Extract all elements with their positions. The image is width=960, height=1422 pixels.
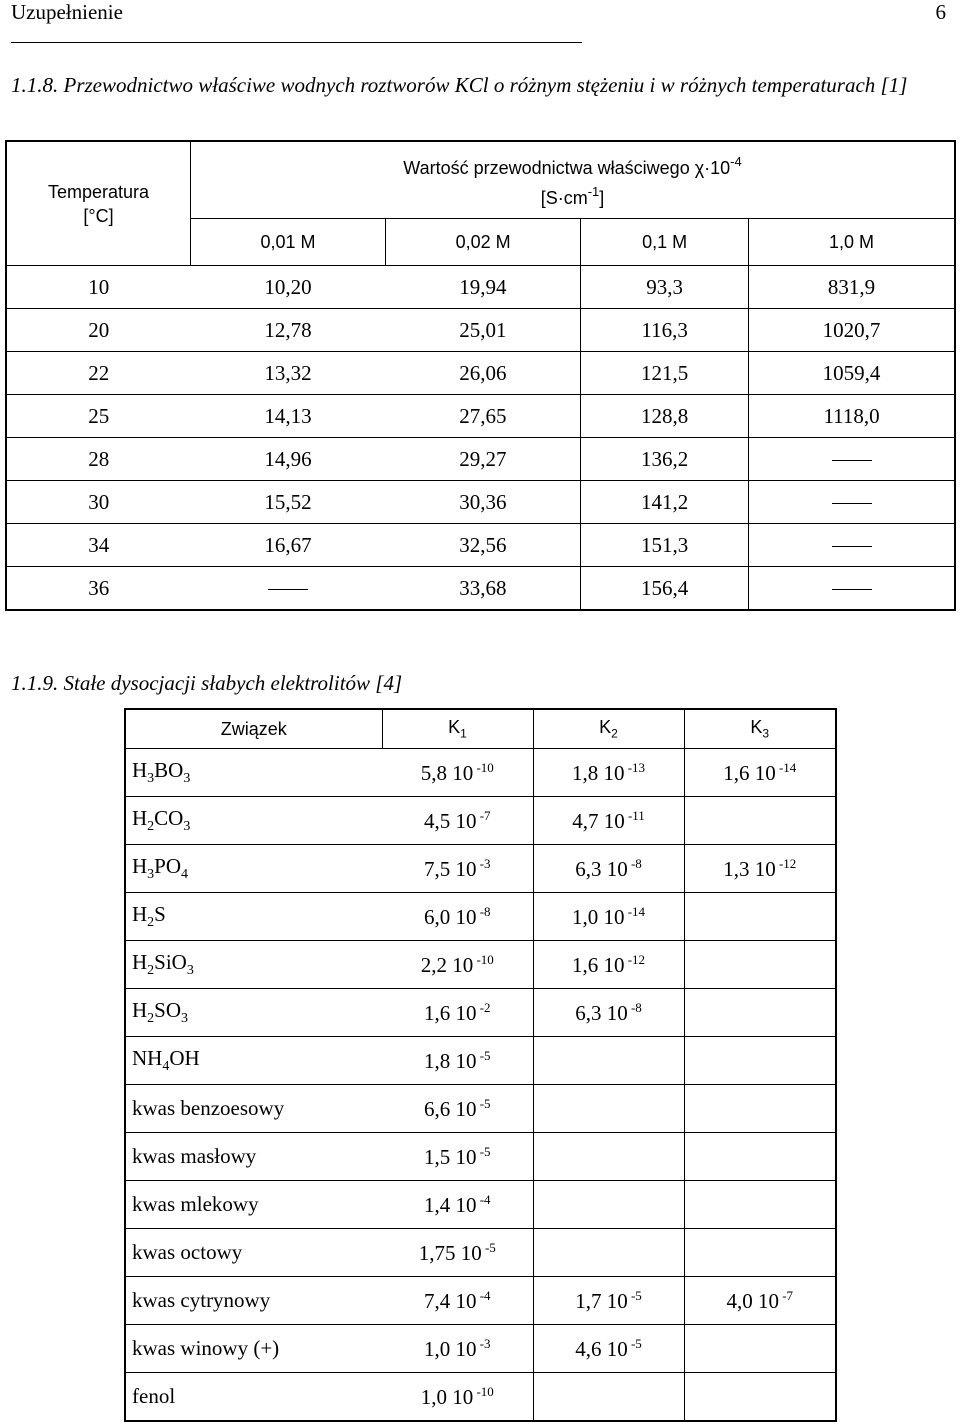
k2-value xyxy=(533,1037,684,1085)
temperature-header-unit: [°C] xyxy=(83,205,114,226)
table-row xyxy=(125,1229,836,1277)
exponent: -13 xyxy=(624,759,646,775)
k3-value xyxy=(684,941,836,989)
exponent: -2 xyxy=(476,999,491,1015)
compound-name: kwas mlekowy xyxy=(125,1181,382,1229)
conductivity-cell: 141,2 xyxy=(581,481,749,524)
temperature-header-label: Temperatura xyxy=(47,181,150,202)
conductivity-cell: 151,3 xyxy=(581,524,749,567)
conductivity-cell: 156,4 xyxy=(581,567,749,611)
k3-value xyxy=(684,1133,836,1181)
table-row xyxy=(6,438,955,481)
mantissa: 1,6 10 xyxy=(571,952,625,977)
exponent: -8 xyxy=(476,903,491,919)
exponent: -12 xyxy=(775,855,797,871)
table-row xyxy=(125,1085,836,1133)
compound-header: Związek xyxy=(125,709,382,749)
temperature-cell: 22 xyxy=(6,352,191,395)
k1-value xyxy=(382,1133,533,1181)
k1-value xyxy=(382,893,533,941)
concentration-header: 0,1 M xyxy=(581,219,749,266)
mantissa: 1,8 10 xyxy=(423,1048,477,1073)
k1-value xyxy=(382,1181,533,1229)
table-row xyxy=(6,309,955,352)
mantissa: 1,6 10 xyxy=(423,1000,477,1025)
mantissa: 7,4 10 xyxy=(423,1288,477,1313)
exponent: -10 xyxy=(473,1383,494,1399)
conductivity-cell: 33,68 xyxy=(386,567,581,611)
k1-value xyxy=(382,1277,533,1325)
table-row xyxy=(6,524,955,567)
conductivity-cell: 136,2 xyxy=(581,438,749,481)
conductivity-cell: 30,36 xyxy=(386,481,581,524)
conductivity-cell: 128,8 xyxy=(581,395,749,438)
conductivity-cell: 27,65 xyxy=(386,395,581,438)
k2-value xyxy=(533,749,684,797)
section-title-dissociation: 1.1.9. Stałe dysocjacji słabych elektrolitów [4] xyxy=(11,671,403,695)
exponent: -8 xyxy=(627,855,642,871)
k2-value xyxy=(533,1085,684,1133)
table-row xyxy=(6,395,955,438)
conductivity-unit-exp: -1 xyxy=(587,184,600,199)
concentration-header: 1,0 M xyxy=(749,219,955,266)
conductivity-cell: 32,56 xyxy=(386,524,581,567)
temperature-cell: 28 xyxy=(6,438,191,481)
conductivity-header xyxy=(191,141,956,219)
mantissa: 1,0 10 xyxy=(420,1384,474,1409)
table-row xyxy=(125,1373,836,1422)
conductivity-cell: 1118,0 xyxy=(749,395,955,438)
kcl-conductivity-table xyxy=(5,140,956,611)
exponent: -10 xyxy=(473,759,494,775)
k1-value xyxy=(382,1229,533,1277)
k2-value xyxy=(533,1133,684,1181)
mantissa: 1,8 10 xyxy=(571,760,625,785)
k3-value xyxy=(684,845,836,893)
k3-value xyxy=(684,1373,836,1422)
conductivity-cell: 1059,4 xyxy=(749,352,955,395)
compound-name: kwas cytrynowy xyxy=(125,1277,382,1325)
mantissa: 6,3 10 xyxy=(575,856,628,881)
exponent: -5 xyxy=(481,1239,496,1255)
k2-value xyxy=(533,1277,684,1325)
no-data-dash xyxy=(832,589,872,590)
mantissa: 1,7 10 xyxy=(575,1288,628,1313)
k3-value xyxy=(684,1325,836,1373)
temperature-cell: 25 xyxy=(6,395,191,438)
k2-value xyxy=(533,797,684,845)
exponent: -4 xyxy=(476,1287,491,1303)
table-row xyxy=(125,1181,836,1229)
conductivity-cell: 26,06 xyxy=(386,352,581,395)
table-row xyxy=(125,797,836,845)
compound-name: $H_3PO_4$ xyxy=(125,845,382,893)
compound-name: kwas benzoesowy xyxy=(125,1085,382,1133)
k3-value xyxy=(684,1085,836,1133)
running-header: Uzupełnienie xyxy=(11,0,123,24)
k3-header: $K_3$ xyxy=(750,717,770,741)
mantissa: 6,3 10 xyxy=(575,1000,628,1025)
conductivity-cell: 25,01 xyxy=(386,309,581,352)
conductivity-cell: 13,32 xyxy=(191,352,386,395)
temperature-cell: 10 xyxy=(6,266,191,309)
k1-value xyxy=(382,1085,533,1133)
k3-value xyxy=(684,1037,836,1085)
conductivity-cell: 10,20 xyxy=(191,266,386,309)
mantissa: 5,8 10 xyxy=(420,760,474,785)
conductivity-cell: 19,94 xyxy=(386,266,581,309)
conductivity-cell: 121,5 xyxy=(581,352,749,395)
compound-name: $H_2SiO_3$ xyxy=(125,941,382,989)
conductivity-unit-b: ] xyxy=(599,188,605,208)
conductivity-cell: 12,78 xyxy=(191,309,386,352)
exponent: -5 xyxy=(476,1143,491,1159)
mantissa: 1,0 10 xyxy=(571,904,625,929)
table-row xyxy=(125,989,836,1037)
table-row xyxy=(125,1037,836,1085)
k1-value xyxy=(382,989,533,1037)
exponent: -7 xyxy=(778,1287,794,1303)
mantissa: 4,5 10 xyxy=(423,808,477,833)
mantissa: 6,0 10 xyxy=(423,904,477,929)
conductivity-cell: 1020,7 xyxy=(749,309,955,352)
exponent: -7 xyxy=(476,807,491,823)
k1-value xyxy=(382,941,533,989)
conductivity-header-exp: -4 xyxy=(730,154,742,169)
mantissa: 7,5 10 xyxy=(423,856,477,881)
dissociation-constants-table xyxy=(124,708,837,1422)
exponent: -4 xyxy=(476,1191,491,1207)
mantissa: 4,0 10 xyxy=(726,1288,779,1313)
temperature-cell: 20 xyxy=(6,309,191,352)
k1-value xyxy=(382,1325,533,1373)
k3-value xyxy=(684,1181,836,1229)
conductivity-cell: 116,3 xyxy=(581,309,749,352)
concentration-header: 0,01 M xyxy=(191,219,386,266)
k2-value xyxy=(533,1373,684,1422)
temperature-cell: 36 xyxy=(6,567,191,611)
k2-value xyxy=(533,941,684,989)
table-row xyxy=(125,893,836,941)
conductivity-cell xyxy=(749,481,955,524)
exponent: -5 xyxy=(476,1047,491,1063)
compound-name: $H_3BO_3$ xyxy=(125,749,382,797)
conductivity-cell xyxy=(191,567,386,611)
table-row xyxy=(125,749,836,797)
exponent: -12 xyxy=(624,951,646,967)
conductivity-cell xyxy=(749,438,955,481)
no-data-dash xyxy=(832,546,872,547)
conductivity-cell: 15,52 xyxy=(191,481,386,524)
no-data-dash xyxy=(268,589,308,590)
conductivity-cell: 831,9 xyxy=(749,266,955,309)
conductivity-cell xyxy=(749,567,955,611)
conductivity-cell: 93,3 xyxy=(581,266,749,309)
conductivity-cell: 14,13 xyxy=(191,395,386,438)
table-row xyxy=(125,1277,836,1325)
mantissa: 1,3 10 xyxy=(723,856,776,881)
mantissa: 2,2 10 xyxy=(420,952,474,977)
compound-name: $H_2CO_3$ xyxy=(125,797,382,845)
k3-value xyxy=(684,749,836,797)
table-row xyxy=(6,266,955,309)
k3-value xyxy=(684,1277,836,1325)
conductivity-unit-a: [S·cm xyxy=(540,188,588,208)
header-rule xyxy=(11,42,582,43)
k1-value xyxy=(382,845,533,893)
conductivity-cell xyxy=(749,524,955,567)
exponent: -11 xyxy=(624,807,645,823)
no-data-dash xyxy=(832,503,872,504)
exponent: -5 xyxy=(627,1335,642,1351)
mantissa: 1,75 10 xyxy=(418,1240,482,1265)
k1-value xyxy=(382,1037,533,1085)
k2-value xyxy=(533,845,684,893)
no-data-dash xyxy=(832,460,872,461)
compound-name: kwas octowy xyxy=(125,1229,382,1277)
compound-name: $H_2SO_3$ xyxy=(125,989,382,1037)
mantissa: 1,6 10 xyxy=(723,760,776,785)
k2-value xyxy=(533,1325,684,1373)
conductivity-header-label: Wartość przewodnictwa właściwego χ·10 xyxy=(403,158,731,178)
table-row xyxy=(125,845,836,893)
k3-value xyxy=(684,989,836,1037)
exponent: -8 xyxy=(627,999,642,1015)
conductivity-cell: 14,96 xyxy=(191,438,386,481)
exponent: -3 xyxy=(476,855,491,871)
exponent: -14 xyxy=(775,759,797,775)
k1-value xyxy=(382,1373,533,1422)
page-number: 6 xyxy=(935,0,946,24)
mantissa: 4,7 10 xyxy=(572,808,625,833)
exponent: -5 xyxy=(476,1095,491,1111)
exponent: -5 xyxy=(627,1287,642,1303)
k1-value xyxy=(382,797,533,845)
table-row xyxy=(6,352,955,395)
k1-header: $K_1$ xyxy=(382,709,533,749)
table-row xyxy=(125,1133,836,1181)
table-row xyxy=(125,1325,836,1373)
conductivity-cell: 16,67 xyxy=(191,524,386,567)
exponent: -3 xyxy=(476,1335,491,1351)
k3-value xyxy=(684,1229,836,1277)
mantissa: 1,0 10 xyxy=(423,1336,477,1361)
table-row xyxy=(6,481,955,524)
exponent: -10 xyxy=(473,951,494,967)
k2-value xyxy=(533,1181,684,1229)
k2-header: $K_2$ xyxy=(533,709,684,749)
table-row xyxy=(6,567,955,611)
concentration-header: 0,02 M xyxy=(386,219,581,266)
k2-value xyxy=(533,989,684,1037)
section-title-kcl: 1.1.8. Przewodnictwo właściwe wodnych roztworów KCl o różnym stężeniu i w różnych temperaturach [1] xyxy=(11,73,908,97)
k2-value xyxy=(533,1229,684,1277)
temperature-header xyxy=(6,141,191,266)
k3-value xyxy=(684,893,836,941)
mantissa: 6,6 10 xyxy=(423,1096,477,1121)
compound-name: $NH_4OH$ xyxy=(125,1037,382,1085)
compound-name: kwas winowy (+) xyxy=(125,1325,382,1373)
table-row xyxy=(125,941,836,989)
temperature-cell: 34 xyxy=(6,524,191,567)
compound-name: fenol xyxy=(125,1373,382,1422)
compound-name: $H_2S$ xyxy=(125,893,382,941)
compound-name: kwas masłowy xyxy=(125,1133,382,1181)
mantissa: 1,4 10 xyxy=(423,1192,477,1217)
k2-value xyxy=(533,893,684,941)
conductivity-cell: 29,27 xyxy=(386,438,581,481)
k3-value xyxy=(684,797,836,845)
exponent: -14 xyxy=(624,903,646,919)
mantissa: 4,6 10 xyxy=(575,1336,628,1361)
mantissa: 1,5 10 xyxy=(423,1144,477,1169)
k1-value xyxy=(382,749,533,797)
temperature-cell: 30 xyxy=(6,481,191,524)
